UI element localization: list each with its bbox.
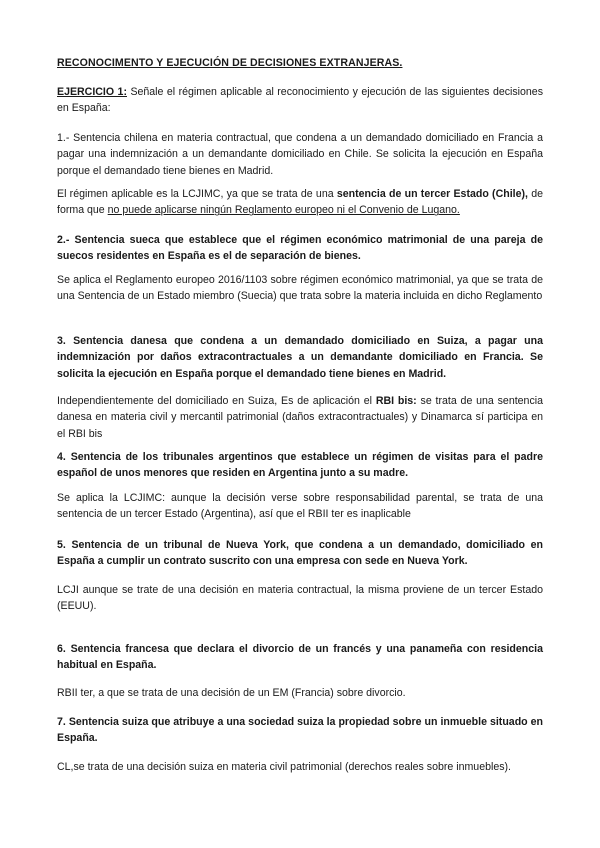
answer-2: Se aplica el Reglamento europeo 2016/1103 sobre régimen económico matrimonial, ya que se trata de una Sentencia de un Estado miembro (Suecia) que trata sobre la materia incluida en dicho Reglamento <box>57 274 543 303</box>
exercise-intro <box>57 84 543 117</box>
answer-3-text-2: se trata de una sentencia danesa en materia civil y mercantil patrimonial (daños extracontractuales) y Dinamarca sí participa en el RBI bis <box>57 395 543 440</box>
document-title: RECONOCIMENTO Y EJECUCIÓN DE DECISIONES EXTRANJERAS. <box>57 57 403 69</box>
question-7: 7. Sentencia suiza que atribuye a una sociedad suiza la propiedad sobre un inmueble situado en España. <box>57 716 543 745</box>
answer-1-bold: sentencia de un tercer Estado (Chile), <box>336 188 528 200</box>
answer-5: LCJI aunque se trate de una decisión en materia contractual, la misma proviene de un tercer Estado (EEUU). <box>57 584 543 613</box>
answer-6: RBII ter, a que se trata de una decisión de un EM (Francia) sobre divorcio. <box>57 687 406 699</box>
answer-1-underline: no puede aplicarse ningún Reglamento europeo ni el Convenio de Lugano. <box>107 204 460 217</box>
question-2: 2.- Sentencia sueca que establece que el régimen económico matrimonial de una pareja de suecos residentes en España es el de separación de bienes. <box>57 234 543 263</box>
answer-3-bold: RBI bis: <box>375 395 417 407</box>
answer-3 <box>57 393 543 442</box>
answer-4: Se aplica la LCJIMC: aunque la decisión verse sobre responsabilidad parental, se trata de una sentencia de un tercer Estado (Argentina), así que el RBII ter es inaplicable <box>57 492 543 521</box>
question-5: 5. Sentencia de un tribunal de Nueva York, que condena a un demandado, domiciliado en España a cumplir un contrato suscrito con una empresa con sede en Nueva York. <box>57 539 543 568</box>
question-1: 1.- Sentencia chilena en materia contractual, que condena a un demandado domiciliado en Francia a pagar una indemnización a un demandante domiciliado en Chile. Se solicita la ejecución en España porque el demandado tiene bienes en Madrid. <box>57 132 543 177</box>
answer-7: CL,se trata de una decisión suiza en materia civil patrimonial (derechos reales sobre inmuebles). <box>57 761 511 773</box>
answer-1 <box>57 186 543 219</box>
exercise-label: EJERCICIO 1: <box>57 86 127 98</box>
answer-1-text: El régimen aplicable es la LCJIMC, ya que se trata de una <box>57 188 337 200</box>
question-6: 6. Sentencia francesa que declara el divorcio de un francés y una panameña con residencia habitual en España. <box>57 643 543 672</box>
question-4: 4. Sentencia de los tribunales argentinos que establece un régimen de visitas para el padre español de unos menores que residen en Argentina junto a su madre. <box>57 451 543 480</box>
answer-1-text-2: de forma que <box>57 188 543 217</box>
question-3: 3. Sentencia danesa que condena a un demandado domiciliado en Suiza, a pagar una indemnización por daños extracontractuales a un demandante domiciliado en Francia. Se solicita la ejecución en España porque el demandado tiene bienes en Madrid. <box>57 335 543 380</box>
exercise-instruction: Señale el régimen aplicable al reconocimiento y ejecución de las siguientes decisiones en España: <box>57 86 543 115</box>
answer-3-text: Independientemente del domiciliado en Suiza, Es de aplicación el <box>57 395 376 407</box>
